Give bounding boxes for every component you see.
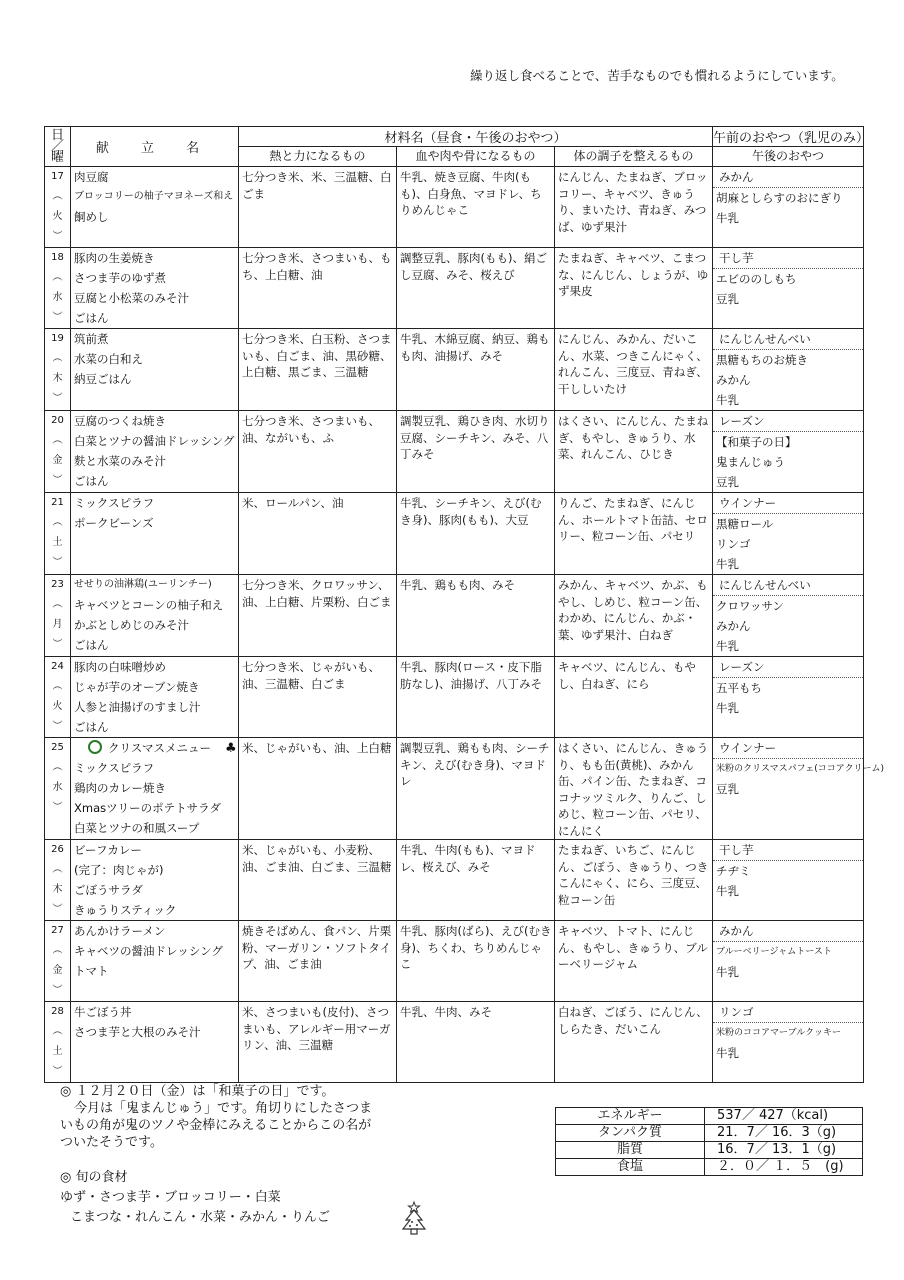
afternoon-snack: 牛乳 [716, 393, 740, 407]
nutrient-value: 21．7／ 16．3（g) [705, 1125, 863, 1142]
dish-name: トマト [74, 964, 109, 978]
season-line: こまつな・れんこん・水菜・みかん・りんご [70, 1210, 331, 1225]
dish-name: 豆腐と小松菜のみそ汁 [74, 291, 189, 305]
bracket-mark: ︶ [52, 721, 63, 732]
dish-name: じゃが芋のオーブン焼き [74, 680, 200, 694]
dish-name: ごはん [74, 638, 109, 652]
dish-name: 牛ごぼう丼 [74, 1005, 132, 1019]
dish-name: 豚肉の生姜焼き [74, 251, 155, 265]
bracket-mark: ︶ [52, 985, 63, 996]
weekday: 木 [52, 884, 63, 895]
date: 21 [51, 497, 64, 508]
bracket-mark: ︵ [52, 945, 63, 956]
nutrient-label: エネルギー [556, 1108, 705, 1125]
christmas-tree-icon [400, 1200, 428, 1236]
day-cell [45, 493, 71, 575]
body-ingredients: にんじん、たまねぎ、ブロッコリー、キャベツ、きゅうり、まいたけ、青ねぎ、みつば、ゆず果汁 [555, 167, 713, 248]
body-ingredients: みかん、キャベツ、かぶ、もやし、しめじ、粒コーン缶、わかめ、にんじん、かぶ・葉、ゆず果汁、白ねぎ [555, 575, 713, 657]
morning-snack: 干し芋 [713, 248, 863, 269]
bracket-mark: ︶ [52, 393, 63, 404]
menu-row [45, 921, 864, 1002]
weekday: 金 [52, 455, 63, 466]
dishes-cell [71, 493, 239, 575]
dishes-cell [71, 1002, 239, 1083]
afternoon-snack: 鬼まんじゅう [716, 455, 786, 469]
dish-name: ブロッコリーの柚子マヨネーズ和え [74, 191, 234, 202]
bracket-mark: ︵ [52, 272, 63, 283]
menu-row [45, 411, 864, 493]
note-line: ついたそうです。 [60, 1135, 163, 1150]
day-cell [45, 1002, 71, 1083]
weekday: 土 [52, 537, 63, 548]
wagashi-note [60, 1083, 372, 1151]
nutrition-row [556, 1142, 863, 1159]
bracket-mark: ︵ [52, 762, 63, 773]
date: 18 [51, 252, 64, 263]
energy-ingredients: 七分つき米、米、三温糖、白ごま [239, 167, 397, 248]
snack-cell [713, 1002, 864, 1083]
blood-ingredients: 牛乳、木綿豆腐、納豆、鶏もも肉、油揚げ、みそ [397, 329, 555, 411]
bracket-mark: ︶ [52, 557, 63, 568]
weekday: 木 [52, 373, 63, 384]
snack-cell [713, 840, 864, 921]
day-cell [45, 657, 71, 738]
dish-name: 筑前煮 [74, 332, 109, 346]
dish-name: 麩と水菜のみそ汁 [74, 454, 166, 468]
energy-ingredients: 米、ロールパン、油 [239, 493, 397, 575]
dish-name: きゅうりスティック [74, 903, 177, 917]
snack-cell [713, 657, 864, 738]
dishes-cell [71, 411, 239, 493]
dish-name: ごはん [74, 311, 109, 325]
body-header: 体の調子を整えるもの [555, 147, 713, 167]
weekday: 火 [52, 211, 63, 222]
day-cell [45, 411, 71, 493]
afternoon-snack: 豆乳 [716, 475, 740, 489]
bracket-mark: ︵ [52, 599, 63, 610]
energy-ingredients: 七分つき米、さつまいも、もち、上白糖、油 [239, 248, 397, 329]
morning-snack: レーズン [713, 411, 863, 432]
dish-name: かぶとしめじのみそ汁 [74, 618, 189, 632]
snack-cell [713, 167, 864, 248]
energy-ingredients: 七分つき米、さつまいも、油、ながいも、ふ [239, 411, 397, 493]
date: 27 [51, 925, 64, 936]
snack-cell [713, 493, 864, 575]
afternoon-snack: 米粉のココアマーブルクッキー [716, 1028, 842, 1038]
blood-ingredients: 牛乳、牛肉(もも)、マヨドレ、桜えび、みそ [397, 840, 555, 921]
energy-ingredients: 米、さつまいも(皮付)、さつまいも、アレルギー用マーガリン、油、三温糖 [239, 1002, 397, 1083]
blood-ingredients: 調整豆乳、豚肉(もも)、絹ごし豆腐、みそ、桜えび [397, 248, 555, 329]
afternoon-snack: 【和菓子の日】 [716, 435, 797, 449]
weekday: 金 [52, 965, 63, 976]
morning-snack: みかん [713, 921, 863, 942]
day-cell [45, 738, 71, 840]
date: 20 [51, 415, 64, 426]
season-heading: ◎ 旬の食材 [60, 1170, 128, 1185]
date: 25 [51, 742, 64, 753]
bracket-mark: ︶ [52, 904, 63, 915]
dish-name: 水菜の白和え [74, 352, 143, 366]
afternoon-snack: 豆乳 [716, 292, 740, 306]
christmas-tree-icon: ♣ [225, 741, 237, 756]
weekday: 火 [52, 701, 63, 712]
body-ingredients: はくさい、にんじん、きゅうり、もも缶(黄桃)、みかん缶、パイン缶、たまねぎ、ココナッツミルク、りんご、しめじ、粒コーン缶、パセリ、にんにく [555, 738, 713, 840]
menu-row [45, 493, 864, 575]
afternoon-snack-header: 午後のおやつ [713, 147, 864, 167]
date: 19 [51, 333, 64, 344]
energy-ingredients: 七分つき米、白玉粉、さつまいも、白ごま、油、黒砂糖、上白糖、黒ごま、三温糖 [239, 329, 397, 411]
bracket-mark: ︵ [52, 864, 63, 875]
blood-ingredients: 調製豆乳、鶏ひき肉、水切り豆腐、シーチキン、みそ、八丁みそ [397, 411, 555, 493]
snack-cell [713, 738, 884, 840]
bracket-mark: ︵ [52, 517, 63, 528]
body-ingredients: はくさい、にんじん、たまねぎ、もやし、きゅうり、水菜、れんこん、ひじき [555, 411, 713, 493]
note-line: 今月は「鬼まんじゅう」です。角切りにしたさつま [74, 1101, 372, 1116]
date: 28 [51, 1006, 64, 1017]
bracket-mark: ︶ [52, 475, 63, 486]
bracket-mark: ︵ [52, 191, 63, 202]
weekday: 土 [52, 1046, 63, 1057]
nutrient-label: 食塩 [556, 1159, 705, 1176]
body-ingredients: キャベツ、トマト、にんじん、もやし、きゅうり、ブルーベリージャム [555, 921, 713, 1002]
afternoon-snack: 豆乳 [716, 782, 740, 796]
afternoon-snack: 牛乳 [716, 211, 740, 225]
blood-header: 血や肉や骨になるもの [397, 147, 555, 167]
morning-snack: 干し芋 [713, 840, 863, 861]
menu-row [45, 840, 864, 921]
body-ingredients: 白ねぎ、ごぼう、にんじん、しらたき、だいこん [555, 1002, 713, 1083]
dish-name: キャベツとコーンの柚子和え [74, 598, 224, 612]
nutrition-row [556, 1159, 863, 1176]
dishes-cell [71, 738, 239, 840]
dishes-cell [71, 329, 239, 411]
nutrient-value: 537／ 427（kcal) [705, 1108, 863, 1125]
dish-name: 人参と油揚げのすまし汁 [74, 700, 201, 714]
afternoon-snack: 黒糖もちのお焼き [716, 353, 809, 367]
nutrient-value: ２．０／ １．５ (g) [705, 1159, 863, 1176]
dish-name: 白菜とツナの醤油ドレッシング [74, 434, 235, 448]
morning-snack: みかん [713, 167, 863, 188]
tagline: 繰り返し食べることで、苦手なものでも慣れるようにしています。 [470, 68, 844, 83]
nutrient-label: タンパク質 [556, 1125, 705, 1142]
afternoon-snack: 牛乳 [716, 1046, 740, 1060]
date: 26 [51, 844, 64, 855]
afternoon-snack: みかん [716, 619, 751, 633]
morning-snack: にんじんせんべい [713, 329, 863, 350]
morning-snack: レーズン [713, 657, 863, 678]
snack-cell [713, 329, 864, 411]
bracket-mark: ︵ [52, 681, 63, 692]
wreath-icon [88, 740, 102, 754]
dish-name: Xmasツリーのポテトサラダ [74, 801, 222, 815]
snack-cell [713, 575, 864, 657]
weekday: 水 [52, 292, 63, 303]
bracket-mark: ︶ [52, 1066, 63, 1077]
dish-label: クリスマスメニュー [108, 741, 212, 755]
menu-row [45, 575, 864, 657]
blood-ingredients: 牛乳、シーチキン、えび(むき身)、豚肉(もも)、大豆 [397, 493, 555, 575]
nutrient-label: 脂質 [556, 1142, 705, 1159]
afternoon-snack: 黒糖ロール [716, 517, 774, 531]
note-heading: ◎ １２月２０日（金）は「和菓子の日」です。 [60, 1084, 335, 1099]
bracket-mark: ︶ [52, 312, 63, 323]
energy-ingredients: 焼きそばめん、食パン、片栗粉、マーガリン・ソフトタイプ、油、ごま油 [239, 921, 397, 1002]
body-ingredients: にんじん、みかん、だいこん、水菜、つきこんにゃく、れんこん、三度豆、青ねぎ、干ししいたけ [555, 329, 713, 411]
menu-row [45, 657, 864, 738]
afternoon-snack: エビののしもち [716, 272, 797, 286]
nutrition-row [556, 1108, 863, 1125]
energy-ingredients: 米、じゃがいも、油、上白糖 [239, 738, 397, 840]
blood-ingredients: 牛乳、焼き豆腐、牛肉(もも)、白身魚、マヨドレ、ちりめんじゃこ [397, 167, 555, 248]
body-ingredients: キャベツ、にんじん、もやし、白ねぎ、にら [555, 657, 713, 738]
afternoon-snack: 牛乳 [716, 639, 740, 653]
morning-snack: ウインナー [713, 738, 863, 759]
dish-name: (完了：肉じゃが) [74, 863, 164, 877]
dish-name: 納豆ごはん [74, 372, 132, 386]
weekday: 月 [52, 619, 63, 630]
day-cell [45, 840, 71, 921]
energy-ingredients: 七分つき米、クロワッサン、油、上白糖、片栗粉、白ごま [239, 575, 397, 657]
body-ingredients: りんご、たまねぎ、にんじん、ホールトマト缶詰、セロリー、粒コーン缶、パセリ [555, 493, 713, 575]
note-line: いもの角が鬼のツノや金棒にみえることからこの名が [60, 1118, 372, 1133]
day-column-header: 日／曜 [45, 127, 71, 167]
dish-name: ごぼうサラダ [74, 883, 143, 897]
nutrition-table [555, 1107, 863, 1176]
afternoon-snack: リンゴ [716, 537, 751, 551]
dishes-cell [71, 248, 239, 329]
season-line: ゆず・さつま芋・ブロッコリー・白菜 [60, 1190, 281, 1205]
dish-name: ごはん [74, 720, 109, 734]
dish-name: 豆腐のつくね焼き [74, 414, 166, 428]
morning-snack: ウインナー [713, 493, 863, 514]
afternoon-snack: 牛乳 [716, 701, 740, 715]
day-cell [45, 167, 71, 248]
dish-name: ミックスピラフ [74, 761, 155, 775]
dishes-cell [71, 657, 239, 738]
blood-ingredients: 牛乳、鶏もも肉、みそ [397, 575, 555, 657]
dish-name: 肉豆腐 [74, 170, 109, 184]
dish-name: 豚肉の白味噌炒め [74, 660, 166, 674]
morning-snack-header: 午前のおやつ（乳児のみ） [713, 127, 864, 147]
snack-cell [713, 411, 864, 493]
dish-name: キャベツの醤油ドレッシング [74, 944, 223, 958]
dish-name: せせりの油淋鶏(ユーリンチー) [74, 579, 212, 590]
dish-name: 白菜とツナの和風スープ [74, 821, 200, 835]
dishes-cell [71, 575, 239, 657]
dishes-cell [71, 840, 239, 921]
menu-row [45, 738, 864, 840]
bracket-mark: ︶ [52, 639, 63, 650]
dish-name: 餇めし [74, 210, 109, 224]
day-cell [45, 329, 71, 411]
dish-name: 鶏肉のカレー焼き [74, 781, 166, 795]
afternoon-snack: ブルーベリージャムトースト [716, 947, 832, 957]
dish-name: ポークビーンズ [74, 516, 154, 530]
date: 24 [51, 661, 64, 672]
bracket-mark: ︵ [52, 353, 63, 364]
seasonal-foods [60, 1168, 330, 1228]
blood-ingredients: 牛乳、豚肉(ばら)、えび(むき身)、ちくわ、ちりめんじゃこ [397, 921, 555, 1002]
dish-name: ビーフカレー [74, 843, 142, 857]
snack-cell [713, 921, 864, 1002]
body-ingredients: たまねぎ、いちご、にんじん、ごぼう、きゅうり、つきこんにゃく、にら、三度豆、粒コーン缶 [555, 840, 713, 921]
menu-column-header: 献 立 名 [71, 127, 239, 167]
afternoon-snack: チヂミ [716, 864, 751, 878]
date: 23 [51, 579, 64, 590]
morning-snack: にんじんせんべい [713, 575, 863, 596]
afternoon-snack: 胡麻としらすのおにぎり [716, 191, 843, 205]
nutrition-row [556, 1125, 863, 1142]
afternoon-snack: クロワッサン [716, 599, 784, 613]
blood-ingredients: 牛乳、豚肉(ロース・皮下脂肪なし)、油揚げ、八丁みそ [397, 657, 555, 738]
dish-name: さつま芋のゆず煮 [74, 271, 166, 285]
energy-ingredients: 米、じゃがいも、小麦粉、油、ごま油、白ごま、三温糖 [239, 840, 397, 921]
bracket-mark: ︶ [52, 802, 63, 813]
dish-name: あんかけラーメン [74, 924, 166, 938]
menu-row [45, 329, 864, 411]
menu-table [44, 126, 884, 1083]
afternoon-snack: 牛乳 [716, 884, 740, 898]
energy-ingredients: 七分つき米、じゃがいも、油、三温糖、白ごま [239, 657, 397, 738]
dish-name [71, 738, 238, 758]
day-cell [45, 921, 71, 1002]
energy-header: 熱と力になるもの [239, 147, 397, 167]
weekday: 水 [52, 782, 63, 793]
dish-name: ミックスピラフ [74, 496, 155, 510]
menu-row [45, 248, 864, 329]
afternoon-snack: 米粉のクリスマスパフェ(ココアクリーム) [716, 764, 884, 774]
menu-row [45, 167, 864, 248]
bracket-mark: ︶ [52, 231, 63, 242]
blood-ingredients: 牛乳、牛肉、みそ [397, 1002, 555, 1083]
nutrient-value: 16．7／ 13．1（g) [705, 1142, 863, 1159]
dishes-cell [71, 921, 239, 1002]
afternoon-snack: 牛乳 [716, 965, 740, 979]
date: 17 [51, 171, 64, 182]
bracket-mark: ︵ [52, 1026, 63, 1037]
snack-cell [713, 248, 864, 329]
menu-row [45, 1002, 864, 1083]
afternoon-snack: みかん [716, 373, 751, 387]
ingredients-header: 材料名（昼食・午後のおやつ） [239, 127, 713, 147]
day-cell [45, 575, 71, 657]
bracket-mark: ︵ [52, 435, 63, 446]
body-ingredients: たまねぎ、キャベツ、こまつな、にんじん、しょうが、ゆず果皮 [555, 248, 713, 329]
afternoon-snack: 五平もち [716, 681, 763, 695]
dishes-cell [71, 167, 239, 248]
dish-name: ごはん [74, 474, 109, 488]
morning-snack: リンゴ [713, 1002, 863, 1023]
afternoon-snack: 牛乳 [716, 557, 740, 571]
blood-ingredients: 調製豆乳、鶏もも肉、シーチキン、えび(むき身)、マヨドレ [397, 738, 555, 840]
dish-name: さつま芋と大根のみそ汁 [74, 1025, 201, 1039]
day-cell [45, 248, 71, 329]
